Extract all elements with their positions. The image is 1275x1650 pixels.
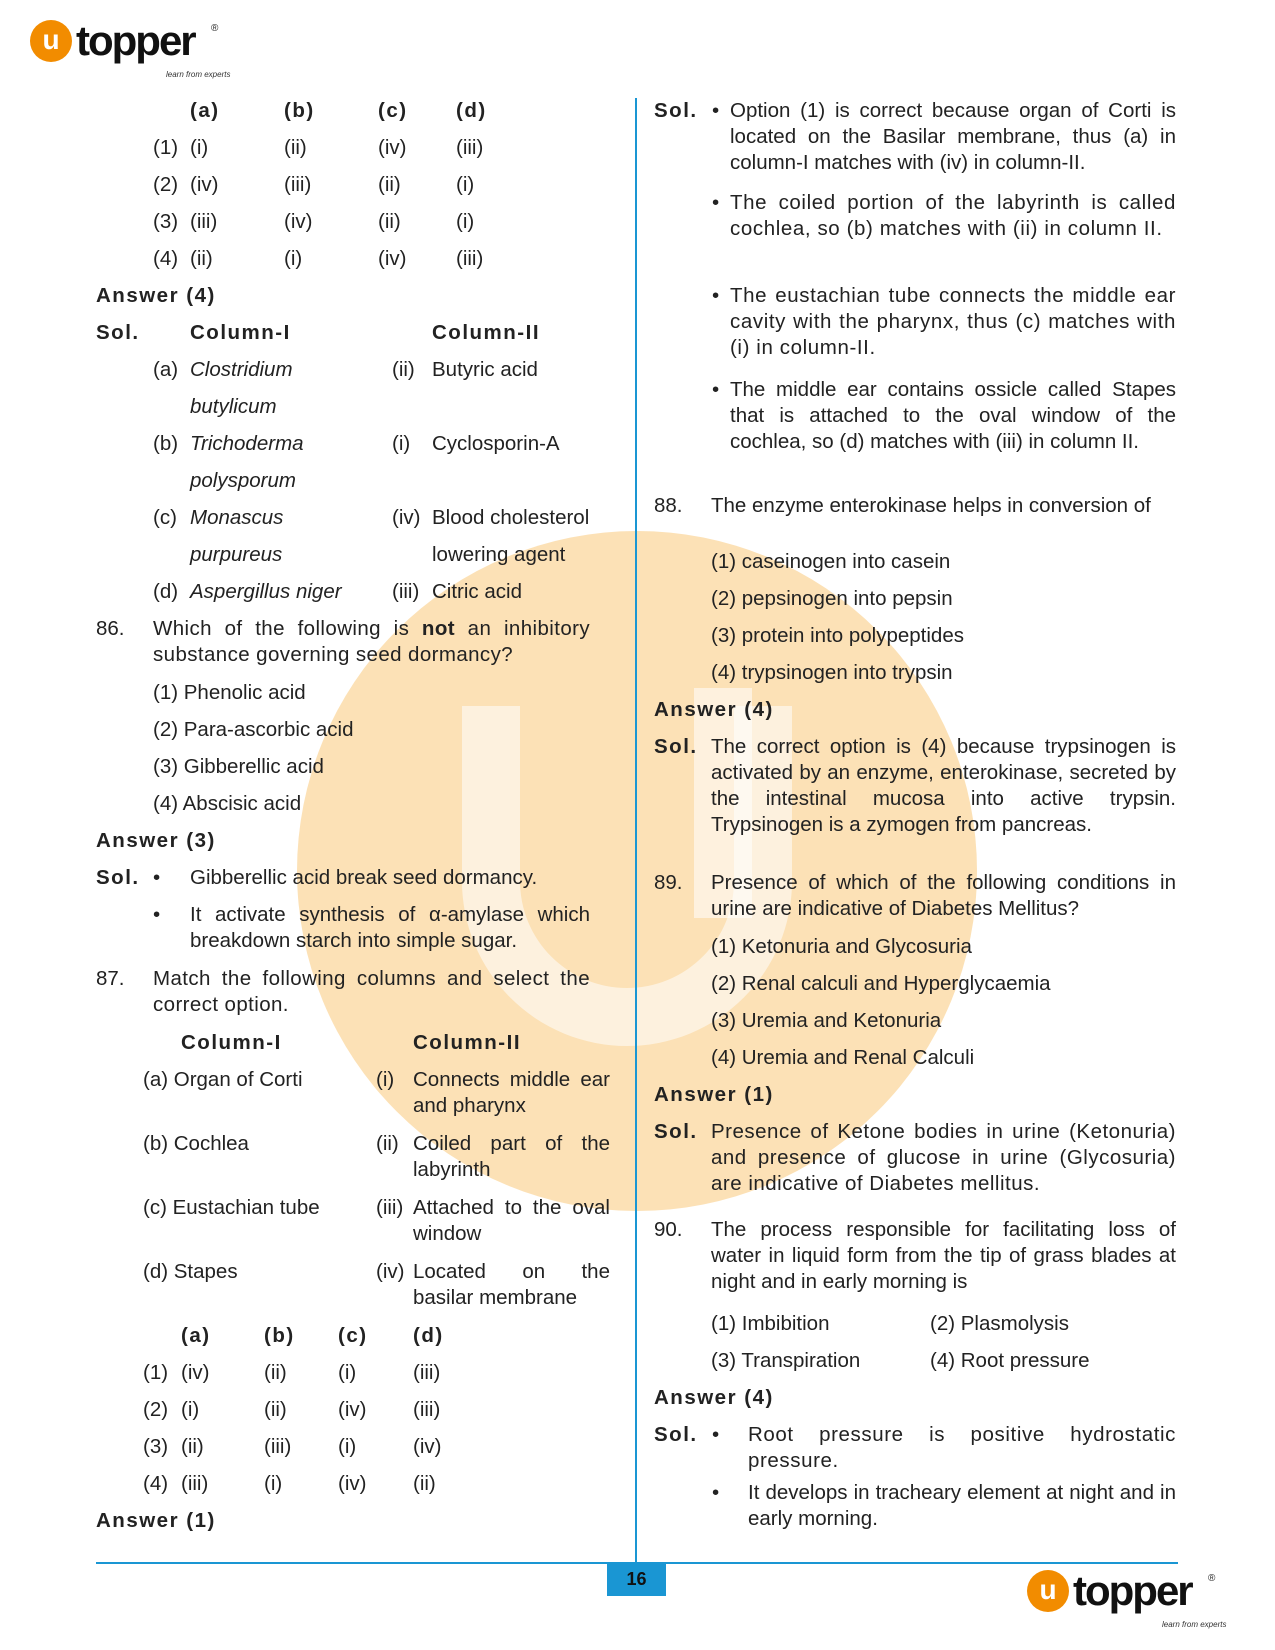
q90-option-row: (1) Imbibition (2) Plasmolysis bbox=[711, 1312, 1069, 1335]
page-number: 16 bbox=[607, 1562, 666, 1596]
q87-match-row: (b) Cochlea (ii) Coiled part of the labyrinth bbox=[143, 1132, 610, 1181]
question-89: 89. Presence of which of the following conditions in urine are indicative of Diabetes Mellitus? bbox=[654, 871, 1176, 920]
q87-solution-point: Sol. • Option (1) is correct because organ of Corti is located on the Basilar membrane, thus (a) in column-I matches with (iv) in column-II. bbox=[654, 99, 1176, 174]
q85-option-row: (3) (iii) (iv) (ii) (i) bbox=[153, 210, 475, 233]
q86-option: (2) Para-ascorbic acid bbox=[153, 718, 354, 741]
q87-solution-point: • The eustachian tube connects the middle ear cavity with the pharynx, thus (c) matches with (i) in column-II. bbox=[712, 284, 1176, 359]
q87-option-row: (2) (i) (ii) (iv) (iii) bbox=[143, 1398, 441, 1421]
q87-match-row: (d) Stapes (iv) Located on the basilar membrane bbox=[143, 1260, 610, 1309]
q86-option: (4) Abscisic acid bbox=[153, 792, 302, 815]
q86-solution-point: • It activate synthesis of α-amylase which breakdown starch into simple sugar. bbox=[153, 903, 590, 952]
q88-option: (3) protein into polypeptides bbox=[711, 624, 964, 647]
q86-answer: Answer (3) bbox=[96, 829, 216, 852]
q86-option: (1) Phenolic acid bbox=[153, 681, 306, 704]
q89-option: (4) Uremia and Renal Calculi bbox=[711, 1046, 975, 1069]
q87-answer: Answer (1) bbox=[96, 1509, 216, 1532]
header-logo bbox=[30, 17, 195, 64]
column-divider bbox=[635, 98, 637, 1566]
logo-name: topper bbox=[1073, 1567, 1192, 1614]
q88-option: (4) trypsinogen into trypsin bbox=[711, 661, 953, 684]
q87-solution-point: • The coiled portion of the labyrinth is called cochlea, so (b) matches with (ii) in column II. bbox=[712, 191, 1176, 240]
q87-option-row: (1) (iv) (ii) (i) (iii) bbox=[143, 1361, 441, 1384]
logo-registered-mark: ® bbox=[1208, 1573, 1216, 1584]
q87-column-headers: Column-I Column-II bbox=[181, 1031, 522, 1054]
q90-solution-point: • It develops in tracheary element at night and in early morning. bbox=[712, 1481, 1176, 1530]
q86-option: (3) Gibberellic acid bbox=[153, 755, 324, 778]
q87-match-row: (a) Organ of Corti (i) Connects middle ear and pharynx bbox=[143, 1068, 610, 1117]
logo-mark-icon: u bbox=[1027, 1570, 1069, 1612]
q85-match-row: (d) Aspergillus niger (iii) Citric acid bbox=[153, 580, 522, 603]
q87-options-header: (a) (b) (c) (d) bbox=[181, 1324, 444, 1347]
q85-match-row: (a) Clostridium (ii) Butyric acid bbox=[153, 358, 538, 381]
q89-answer: Answer (1) bbox=[654, 1083, 774, 1106]
q87-option-row: (4) (iii) (i) (iv) (ii) bbox=[143, 1472, 436, 1495]
q88-option: (1) caseinogen into casein bbox=[711, 550, 951, 573]
left-column: (a) (b) (c) (d) (1) (i) (ii) (iv) (iii) (2) (iv) (iii) (ii) (i) (3) (iii) (iv) (ii) (i) (4) (ii) (i) (iv) (iii) Answer (4) Sol. Column-I Column-II (a) Clostridium (ii) Butyric acid butylicum (b) Trichoderma (i) Cyclosporin-A polysporum (c) Monascus (iv) Blood cholesterol purpureus lowering agent (d) Aspergillus niger (iii) Citric acid 86. Which of the following is not an inhibitory substance governing seed dormancy? (1) Phenolic acid (2) Para-ascorbic acid (3) Gibberellic acid (4) Abscisic acid Answer (3) Sol. • Gibberellic acid break seed dormancy. • It activate synthesis of α-amylase which breakdown starch into simple sugar. 87. Match the following columns and select the correct option. Column-I Column-II (a) Organ of Corti (i) Connects middle ear and pharynx (b) Cochlea (ii) Coiled part of the labyrinth (c) Eustachian tube (iii) Attached to the oval window (d) Stapes (iv) Located on the basilar membrane (a) (b) (c) (d) (1) (iv) (ii) (i) (iii) (2) (i) (ii) (iv) (iii) (3) (ii) (iii) (i) (iv) (4) (iii) (i) (iv) (ii) Answer (1) bbox=[96, 92, 626, 1539]
q85-answer: Answer (4) bbox=[96, 284, 216, 307]
q87-option-row: (3) (ii) (iii) (i) (iv) bbox=[143, 1435, 442, 1458]
q85-match-row: (c) Monascus (iv) Blood cholesterol bbox=[153, 506, 590, 529]
q86-solution: Sol. • Gibberellic acid break seed dormancy. bbox=[96, 866, 538, 889]
logo-name: topper bbox=[76, 17, 195, 64]
q85-option-row: (2) (iv) (iii) (ii) (i) bbox=[153, 173, 475, 196]
q85-option-row: (4) (ii) (i) (iv) (iii) bbox=[153, 247, 484, 270]
q89-option: (2) Renal calculi and Hyperglycaemia bbox=[711, 972, 1051, 995]
question-86: 86. Which of the following is not an inhibitory substance governing seed dormancy? bbox=[96, 617, 590, 666]
q85-option-row: (1) (i) (ii) (iv) (iii) bbox=[153, 136, 484, 159]
q85-solution-header: Sol. Column-I Column-II bbox=[96, 321, 541, 344]
logo-tagline: learn from experts bbox=[166, 70, 231, 79]
q88-option: (2) pepsinogen into pepsin bbox=[711, 587, 953, 610]
right-column bbox=[654, 92, 1176, 1538]
q88-answer: Answer (4) bbox=[654, 698, 774, 721]
q89-option: (3) Uremia and Ketonuria bbox=[711, 1009, 942, 1032]
logo-registered-mark: ® bbox=[211, 23, 219, 34]
footer-logo bbox=[1027, 1567, 1192, 1614]
q86-text: Which of the following is not an inhibitory substance governing seed dormancy? bbox=[153, 617, 590, 666]
q90-option-row: (3) Transpiration (4) Root pressure bbox=[711, 1349, 1090, 1372]
question-88: 88. The enzyme enterokinase helps in conversion of bbox=[654, 494, 1151, 517]
logo-tagline: learn from experts bbox=[1162, 1620, 1227, 1629]
question-90: 90. The process responsible for facilitating loss of water in liquid form from the tip of grass blades at night and in early morning is bbox=[654, 1218, 1176, 1293]
q88-solution: Sol. The correct option is (4) because trypsinogen is activated by an enzyme, enterokinase, secreted by the intestinal mucosa into active trypsin. Trypsinogen is a zymogen from pancreas. bbox=[654, 735, 1176, 836]
q85-match-row: (b) Trichoderma (i) Cyclosporin-A bbox=[153, 432, 560, 455]
question-87: 87. Match the following columns and select the correct option. bbox=[96, 967, 590, 1016]
logo-mark-icon: u bbox=[30, 20, 72, 62]
q90-answer: Answer (4) bbox=[654, 1386, 774, 1409]
q85-options-header: (a) (b) (c) (d) bbox=[190, 99, 487, 122]
q87-solution-point: • The middle ear contains ossicle called Stapes that is attached to the oval window of the cochlea, so (d) matches with (iii) in column II. bbox=[712, 378, 1176, 453]
q89-option: (1) Ketonuria and Glycosuria bbox=[711, 935, 972, 958]
q89-solution: Sol. Presence of Ketone bodies in urine (Ketonuria) and presence of glucose in urine (Glycosuria) are indicative of Diabetes mellitus. bbox=[654, 1120, 1176, 1195]
q87-match-row: (c) Eustachian tube (iii) Attached to the oval window bbox=[143, 1196, 610, 1245]
q90-solution-point: Sol. • Root pressure is positive hydrostatic pressure. bbox=[654, 1423, 1176, 1472]
